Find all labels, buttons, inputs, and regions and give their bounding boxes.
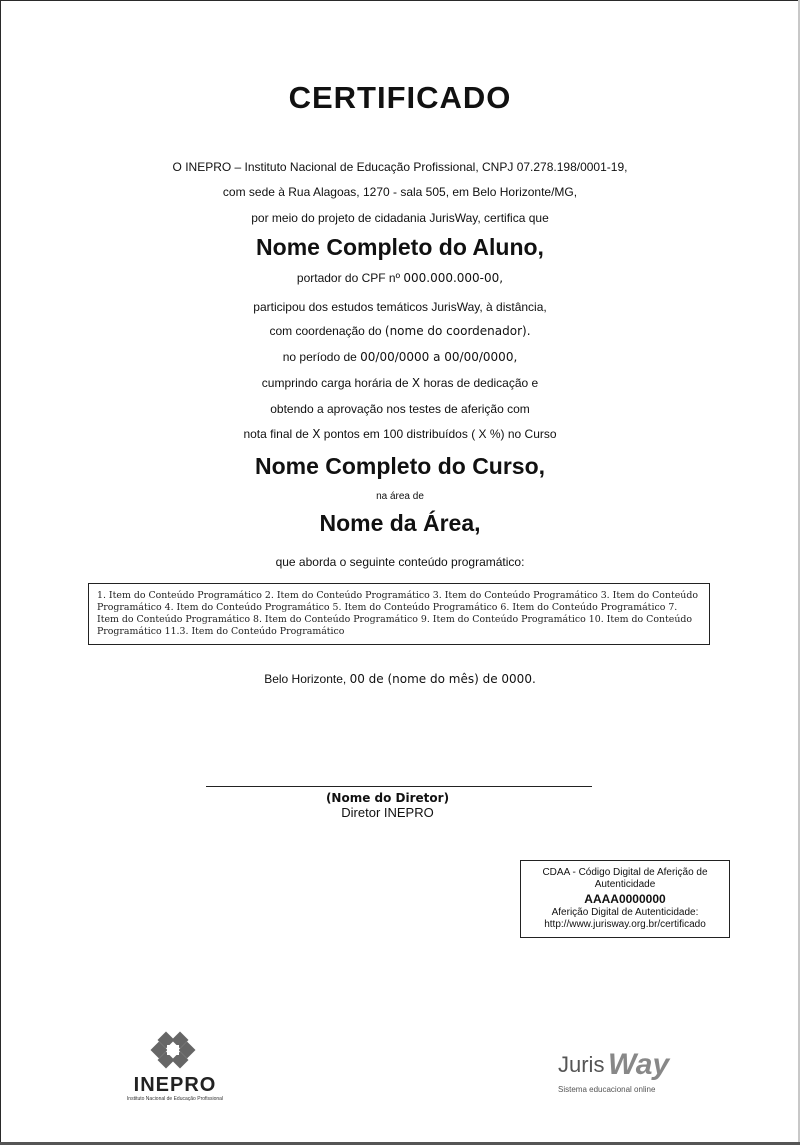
cdaa-url: http://www.jurisway.org.br/certificado	[544, 919, 706, 930]
cdaa-code: AAAA0000000	[584, 892, 666, 906]
period-label: no período de	[282, 350, 357, 364]
coordination-line	[0, 324, 800, 338]
approval-line: obtendo a aprovação nos testes de aferição com	[270, 402, 530, 416]
workload-label: cumprindo carga horária de	[261, 376, 409, 390]
grade-suffix: pontos em 100 distribuídos ( X %) no Curso	[323, 427, 557, 441]
jurisway-logo	[548, 1038, 696, 1098]
area-name: Nome da Área,	[319, 510, 481, 536]
date-line	[0, 672, 800, 686]
institution-line: O INEPRO – Instituto Nacional de Educação Profissional, CNPJ 07.278.198/0001-19,	[172, 160, 628, 174]
area-label: na área de	[376, 491, 424, 502]
grade-label: nota final de	[243, 427, 309, 441]
director-name: (Nome do Diretor)	[325, 791, 450, 805]
workload-suffix: horas de dedicação e	[423, 376, 539, 390]
signature-line	[206, 786, 592, 787]
jurisway-logo-text-b: Way	[608, 1048, 670, 1081]
program-content-box	[88, 583, 710, 645]
coordinator-name: (nome do coordenador).	[384, 324, 531, 338]
participation-line: participou dos estudos temáticos JurisWay, à distância,	[253, 300, 547, 314]
date-value: 00 de (nome do mês) de 0000.	[349, 672, 536, 686]
grade-value: X	[312, 427, 321, 441]
date-city: Belo Horizonte,	[264, 672, 347, 686]
inepro-logo-subtitle: Instituto Nacional de Educação Profissional	[126, 1096, 224, 1102]
cpf-label: portador do CPF nº	[296, 271, 400, 285]
certifies-line: por meio do projeto de cidadania JurisWay, certifica que	[251, 211, 549, 225]
course-name: Nome Completo do Curso,	[254, 453, 546, 479]
period-line	[0, 350, 800, 364]
inepro-logo	[120, 1030, 230, 1105]
jurisway-logo-text-a: Juris	[558, 1052, 605, 1077]
cdaa-label: Aferição Digital de Autenticidade:	[551, 907, 699, 918]
period-value: 00/00/0000 a 00/00/0000,	[360, 350, 518, 364]
cdaa-heading: CDAA - Código Digital de Aferição de Autenticidade	[542, 867, 708, 890]
cpf-value: 000.000.000-00,	[403, 271, 504, 285]
workload-hours: X	[411, 376, 421, 390]
address-line: com sede à Rua Alagoas, 1270 - sala 505, em Belo Horizonte/MG,	[222, 185, 578, 199]
workload-line	[0, 376, 800, 390]
certificate-title: CERTIFICADO	[288, 80, 512, 115]
director-role: Diretor INEPRO	[341, 805, 434, 820]
program-content-text: 1. Item do Conteúdo Programático 2. Item do Conteúdo Programático 3. Item do Conteúdo Programático 3. Item do Conteúdo Programático 4. Item do Conteúdo Programático 5. Item do Conteúdo Programático 6. Item do Conteúdo Programático 7. Item do Conteúdo Programático 8. Item do Conteúdo Programático 9. Item do Conteúdo Programático 10. Item do Conteúdo Programático 11.3. Item do Conteúdo Programático	[97, 590, 698, 637]
cpf-line	[0, 271, 800, 285]
grade-line	[0, 427, 800, 441]
content-label: que aborda o seguinte conteúdo programático:	[275, 555, 525, 569]
inepro-logo-text: INEPRO	[133, 1074, 217, 1096]
student-name: Nome Completo do Aluno,	[256, 234, 544, 260]
jurisway-logo-subtitle: Sistema educacional online	[558, 1085, 656, 1094]
cdaa-box	[520, 860, 730, 938]
coordination-label: com coordenação do	[269, 324, 382, 338]
